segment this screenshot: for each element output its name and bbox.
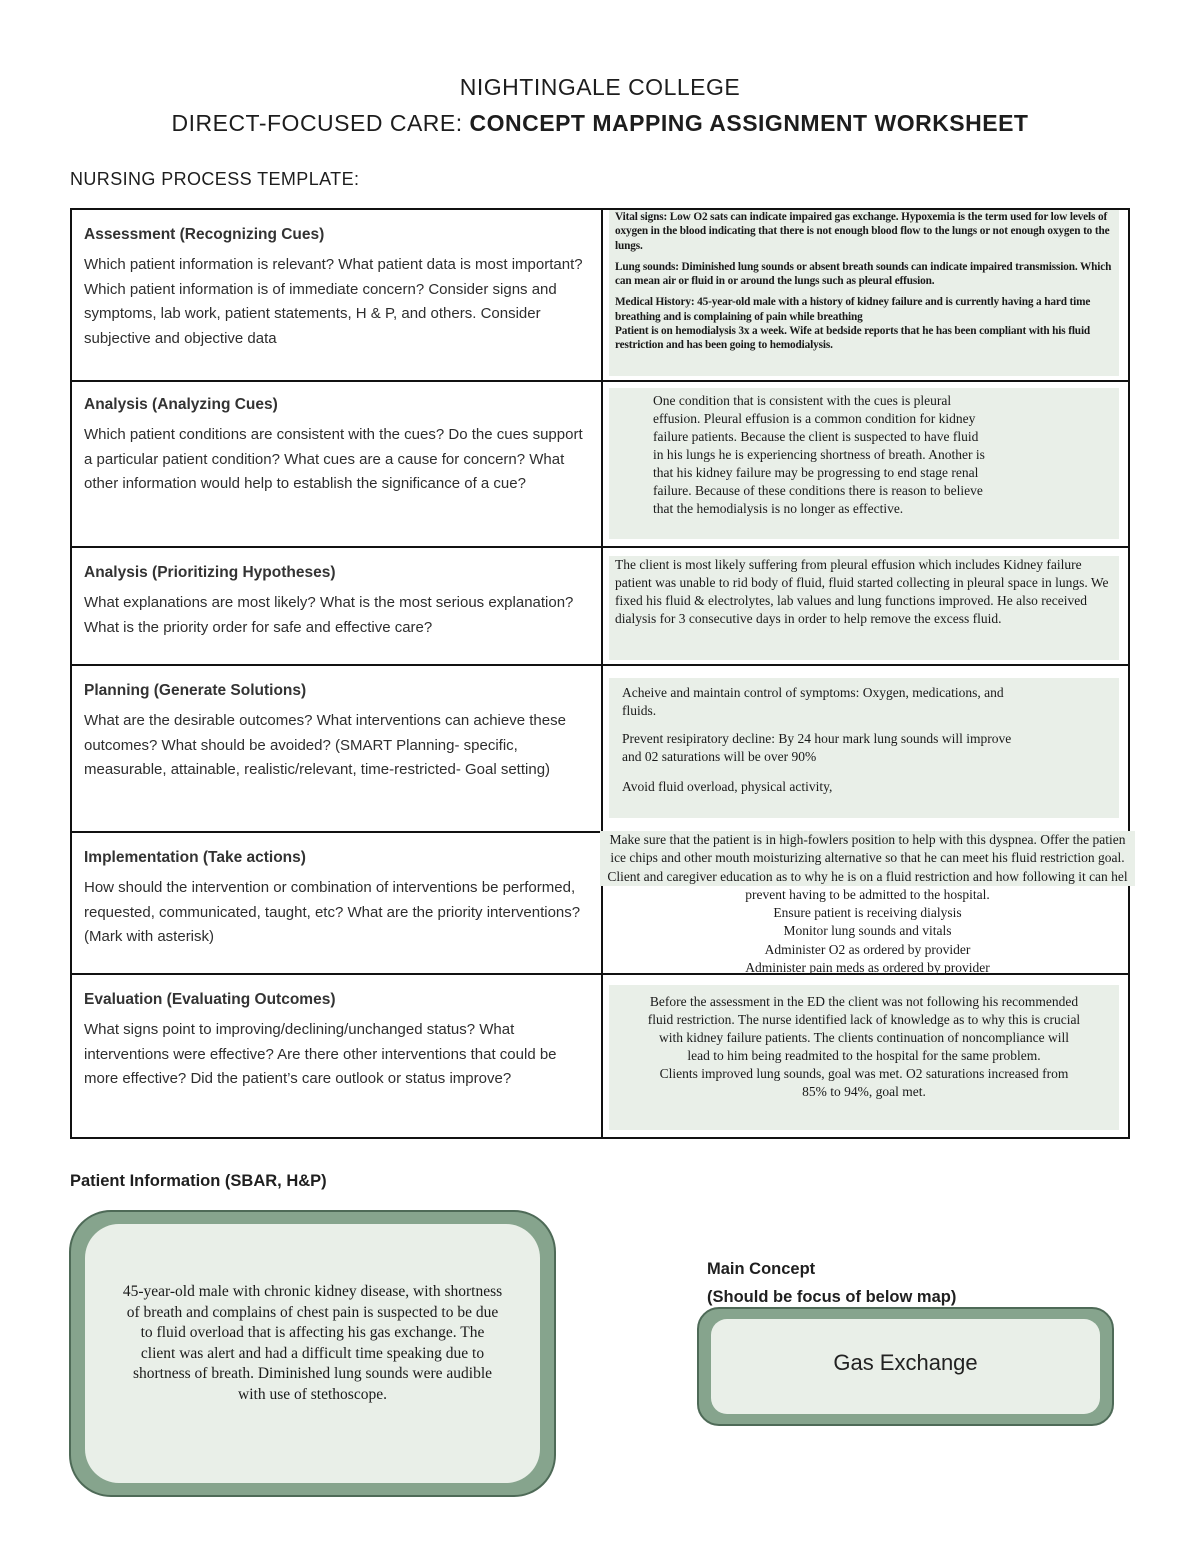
implementation-prompt bbox=[84, 849, 589, 950]
analyzing-cues-heading: Analysis (Analyzing Cues) bbox=[84, 396, 278, 413]
template-label: NURSING PROCESS TEMPLATE: bbox=[70, 169, 360, 189]
analyzing-cues-prompt bbox=[84, 396, 589, 497]
patient-info-inner bbox=[85, 1224, 540, 1483]
main-concept-label-line1: Main Concept bbox=[707, 1260, 816, 1278]
answer-paragraph: Acheive and maintain control of symptoms: Oxygen, medications, and fluids. bbox=[622, 685, 1004, 718]
analyzing-cues-question: Which patient conditions are consistent with the cues? Do the cues support a particular patient condition? What cues are a cause for concern? What other information would help to establish the significance of a cue? bbox=[84, 426, 583, 492]
patient-info-label: Patient Information (SBAR, H&P) bbox=[70, 1172, 327, 1190]
evaluation-answer bbox=[609, 985, 1119, 1130]
answer-line: Administer O2 as ordered by provider bbox=[764, 941, 971, 957]
answer-paragraph: Before the assessment in the ED the client was not following his recommended fluid restriction. The nurse identified lack of knowledge as to why this is crucial with kidney failure patients. The clients continuation of noncompliance will lead to him being readmited to the hospital for the same problem. bbox=[647, 994, 1081, 1063]
patient-info-box bbox=[69, 1210, 556, 1497]
assessment-question: Which patient information is relevant? What patient data is most important? Which patient information is of immediate concern? Consider signs and symptoms, lab work, patient statements, H & P, and others. Consider subjective and objective data bbox=[84, 256, 583, 347]
answer-line: Monitor lung sounds and vitals bbox=[783, 923, 952, 939]
answer-line: Client and caregiver education as to why he is on a fluid restriction and how following it can hel bbox=[600, 868, 1135, 886]
analyzing-cues-answer: One condition that is consistent with the cues is pleural effusion. Pleural effusion is a common condition for kidney failure patients. Because the client is suspected to have fluid in his lungs he is experiencing shortness of breath. Another is that his kidney failure may be progressing to end stage renal failure. Because of these conditions there is reason to believe that the hemodialysis is no longer as effective. bbox=[609, 388, 1119, 539]
answer-paragraph: Lung sounds: Diminished lung sounds or absent breath sounds can indicate impaired transmission. Which can mean air or fluid in or around the lungs such as pleural effusion. bbox=[615, 260, 1112, 288]
evaluation-heading: Evaluation (Evaluating Outcomes) bbox=[84, 991, 336, 1008]
main-concept-label-line2: (Should be focus of below map) bbox=[707, 1288, 957, 1306]
main-concept-label bbox=[707, 1255, 956, 1311]
prioritizing-prompt bbox=[84, 564, 589, 640]
prioritizing-heading: Analysis (Prioritizing Hypotheses) bbox=[84, 564, 336, 581]
answer-paragraph: Patient is on hemodialysis 3x a week. Wife at bedside reports that he has been compliant with his fluid restriction and has been going to hemodialysis. bbox=[615, 325, 1091, 352]
table-row-evaluation bbox=[72, 975, 1128, 1137]
assessment-heading: Assessment (Recognizing Cues) bbox=[84, 226, 325, 243]
answer-paragraph: Vital signs: Low O2 sats can indicate impaired gas exchange. Hypoxemia is the term used for low levels of oxygen in the blood indicating that there is not enough blood flow to the lungs or not enough oxygen to the lungs. bbox=[615, 211, 1110, 252]
answer-line: prevent having to be admitted to the hospital. bbox=[745, 886, 990, 902]
main-concept-value: Gas Exchange bbox=[833, 1349, 978, 1375]
course-prefix: DIRECT-FOCUSED CARE: bbox=[171, 110, 463, 136]
patient-info-text: 45-year-old male with chronic kidney disease, with shortness of breath and complains of chest pain is suspected to be due to fluid overload that is affecting his gas exchange. The client was alert and had a difficult time speaking due to shortness of breath. Diminished lung sounds were audible with use of stethoscope. bbox=[122, 1283, 503, 1403]
answer-paragraph: Prevent resipiratory decline: By 24 hour mark lung sounds will improve and 02 saturations will be over 90% bbox=[622, 731, 1012, 764]
table-row-prioritizing-hypotheses bbox=[72, 548, 1128, 666]
answer-paragraph: Clients improved lung sounds, goal was met. O2 saturations increased from 85% to 94%, goal met. bbox=[659, 1066, 1069, 1099]
answer-line: ice chips and other mouth moisturizing alternative so that he can meet his fluid restriction goal. bbox=[600, 849, 1135, 867]
assessment-answer bbox=[609, 210, 1119, 376]
assessment-prompt bbox=[84, 226, 589, 351]
evaluation-prompt bbox=[84, 991, 589, 1092]
implementation-lines bbox=[600, 831, 1135, 977]
answer-line: Ensure patient is receiving dialysis bbox=[773, 905, 962, 921]
table-row-planning bbox=[72, 666, 1128, 833]
answer-line: Administer pain meds as ordered by provider bbox=[745, 960, 990, 976]
worksheet-title bbox=[0, 110, 1200, 137]
planning-heading: Planning (Generate Solutions) bbox=[84, 682, 307, 699]
answer-line: Make sure that the patient is in high-fowlers position to help with this dyspnea. Offer the patien bbox=[600, 831, 1135, 849]
prioritizing-question: What explanations are most likely? What is the most serious explanation? What is the priority order for safe and effective care? bbox=[84, 594, 574, 636]
table-row-analyzing-cues bbox=[72, 382, 1128, 548]
prioritizing-answer: The client is most likely suffering from pleural effusion which includes Kidney failure patient was unable to rid body of fluid, fluid started collecting in pleural space in lungs. We fixed his fluid & electrolytes, lab values and lung functions improved. He also received dialysis for 3 consecutive days in order to help remove the excess fluid. bbox=[609, 556, 1119, 660]
main-concept-box bbox=[697, 1307, 1114, 1426]
main-concept-inner bbox=[711, 1319, 1100, 1414]
implementation-question: How should the intervention or combination of interventions be performed, requested, communicated, taught, etc? What are the priority interventions? (Mark with asterisk) bbox=[84, 879, 581, 945]
college-title: NIGHTINGALE COLLEGE bbox=[459, 74, 741, 100]
planning-answer bbox=[609, 678, 1119, 818]
nursing-process-table bbox=[70, 208, 1130, 1139]
implementation-heading: Implementation (Take actions) bbox=[84, 849, 306, 866]
planning-question: What are the desirable outcomes? What interventions can achieve these outcomes? What should be avoided? (SMART Planning- specific, measurable, attainable, realistic/relevant, time-restricted- Goal setting) bbox=[84, 712, 566, 778]
table-row-assessment bbox=[72, 210, 1128, 382]
planning-prompt bbox=[84, 682, 589, 783]
implementation-answer bbox=[607, 832, 1128, 976]
answer-paragraph: Avoid fluid overload, physical activity, bbox=[622, 779, 833, 794]
table-row-implementation bbox=[72, 833, 1128, 975]
course-title: CONCEPT MAPPING ASSIGNMENT WORKSHEET bbox=[469, 110, 1029, 136]
evaluation-question: What signs point to improving/declining/unchanged status? What interventions were effective? Are there other interventions that could be more effective? Did the patient’s care outlook or status improve? bbox=[84, 1021, 557, 1087]
answer-paragraph: Medical History: 45-year-old male with a history of kidney failure and is currently having a hard time breathing and is complaining of pain while breathing bbox=[615, 296, 1091, 323]
